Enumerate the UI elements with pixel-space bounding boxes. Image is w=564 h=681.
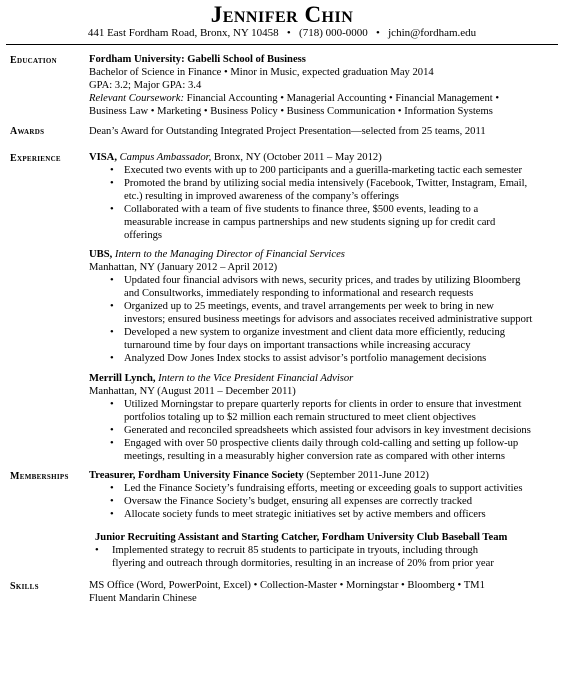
section-label-education: Education: [10, 55, 57, 66]
job-bullets: [89, 398, 556, 463]
contact-line: 441 East Fordham Road, Bronx, NY 10458 • (718) 000-0000 • jchin@fordham.edu: [87, 27, 477, 39]
job-heading: [89, 248, 556, 261]
bullet-item: • Updated four financial advisors with news, security prices, and trades by utilizing Bloomberg and Consultworks, immediately responding to informational and research requests: [110, 274, 556, 300]
membership-baseball-bullets: [95, 544, 546, 570]
bullet-item: • Oversaw the Finance Society’s budget, ensuring all expenses are correctly tracked: [110, 495, 556, 508]
section-label-skills: Skills: [10, 581, 39, 592]
education-coursework-line-1: [89, 92, 556, 105]
job-location-dates: Manhattan, NY (August 2011 – December 2011): [89, 386, 296, 397]
education-gpa: GPA: 3.2; Major GPA: 3.4: [89, 80, 202, 91]
job-role: Intern to the Managing Director of Financial Services: [112, 249, 345, 260]
job-org: Merrill Lynch,: [89, 373, 156, 384]
job-heading: [89, 372, 556, 385]
bullet-item: • Analyzed Dow Jones Index stocks to assist advisor’s portfolio management decisions: [110, 352, 556, 365]
job-org: UBS,: [89, 249, 113, 260]
job-bullets: [89, 274, 556, 365]
experience-merrill-lynch: [89, 372, 556, 463]
bullet-item: • Generated and reconciled spreadsheets which assisted four advisors in key investment decisions: [110, 424, 556, 437]
job-heading: [89, 151, 556, 164]
bullet-item: • Promoted the brand by utilizing social media intensively (Facebook, Twitter, Instagram, Email, etc.) resulting in improved awareness of the company’s offerings: [110, 177, 556, 203]
section-label-experience: Experience: [10, 153, 61, 164]
education-section: [89, 53, 556, 118]
section-label-awards: Awards: [10, 126, 45, 137]
education-degree: Bachelor of Science in Finance • Minor in Music, expected graduation May 2014: [89, 67, 434, 78]
coursework-text: Financial Accounting • Managerial Accounting • Financial Management •: [184, 93, 500, 104]
job-role: Campus Ambassador,: [116, 152, 212, 163]
membership-dates: (September 2011-June 2012): [303, 470, 429, 481]
bullet-item: • Allocate society funds to meet strategic initiatives set by active members and officers: [110, 508, 556, 521]
skills-line-1: MS Office (Word, PowerPoint, Excel) • Collection-Master • Morningstar • Bloomberg • TM1: [89, 580, 485, 591]
awards-section: [89, 125, 556, 138]
education-coursework-line-2: Business Law • Marketing • Business Policy • Business Communication • Information Systems: [89, 106, 493, 117]
bullet-item: • Organized up to 25 meetings, events, and travel arrangements per week to bring in new investors; ensured business meetings for advisors and associates received administrative support: [110, 300, 556, 326]
skills-section: [89, 579, 556, 605]
membership-finance-society: [89, 469, 556, 521]
bullet-item: • Executed two events with up to 200 participants and a guerilla-marketing tactic each semester: [110, 164, 556, 177]
coursework-label: Relevant Coursework:: [89, 93, 185, 104]
bullet-item: • Engaged with over 50 prospective clients daily through cold-calling and setting up follow-up meetings, resulting in a measurably higher conversion rate as compared with other interns: [110, 437, 556, 463]
bullet-item: • Implemented strategy to recruit 85 students to participate in tryouts, including through flyering and outreach through dormitories, resulting in an increase of 20% from prior year: [95, 544, 546, 570]
bullet-item: • Collaborated with a team of five students to finance three, $500 events, leading to a measurable increase in campus partnerships and new students signing up for credit card offerings: [110, 203, 556, 242]
award-item: Dean’s Award for Outstanding Integrated Project Presentation—selected from 25 teams, 2011: [89, 126, 486, 137]
job-location-dates: Bronx, NY (October 2011 – May 2012): [211, 152, 382, 163]
header-divider: [6, 44, 558, 45]
education-school: Fordham University: Gabelli School of Business: [89, 54, 306, 65]
experience-ubs: [89, 248, 556, 365]
candidate-name: Jennifer Chin: [210, 2, 354, 27]
membership-heading: [89, 469, 556, 482]
job-location-dates: Manhattan, NY (January 2012 – April 2012): [89, 262, 278, 273]
bullet-item: • Utilized Morningstar to prepare quarterly reports for clients in order to ensure that investment portfolios totaling up to $2 million each remain structured to meet client objectives: [110, 398, 556, 424]
membership-title: Junior Recruiting Assistant and Starting Catcher, Fordham University Club Baseball Team: [95, 532, 508, 543]
membership-bullets: [89, 482, 556, 521]
job-org: VISA,: [89, 152, 117, 163]
job-role: Intern to the Vice President Financial Advisor: [155, 373, 354, 384]
experience-visa: [89, 151, 556, 242]
membership-baseball-team: [95, 531, 556, 544]
section-label-memberships: Memberships: [10, 471, 69, 482]
skills-line-2: Fluent Mandarin Chinese: [89, 593, 197, 604]
bullet-item: • Developed a new system to organize investment and client data more efficiently, reducing turnaround time by four days on important transactions while increasing accuracy: [110, 326, 556, 352]
job-bullets: [89, 164, 556, 242]
membership-title: Treasurer, Fordham University Finance Society: [89, 470, 304, 481]
bullet-item: • Led the Finance Society’s fundraising efforts, meeting or exceeding goals to support activities: [110, 482, 556, 495]
